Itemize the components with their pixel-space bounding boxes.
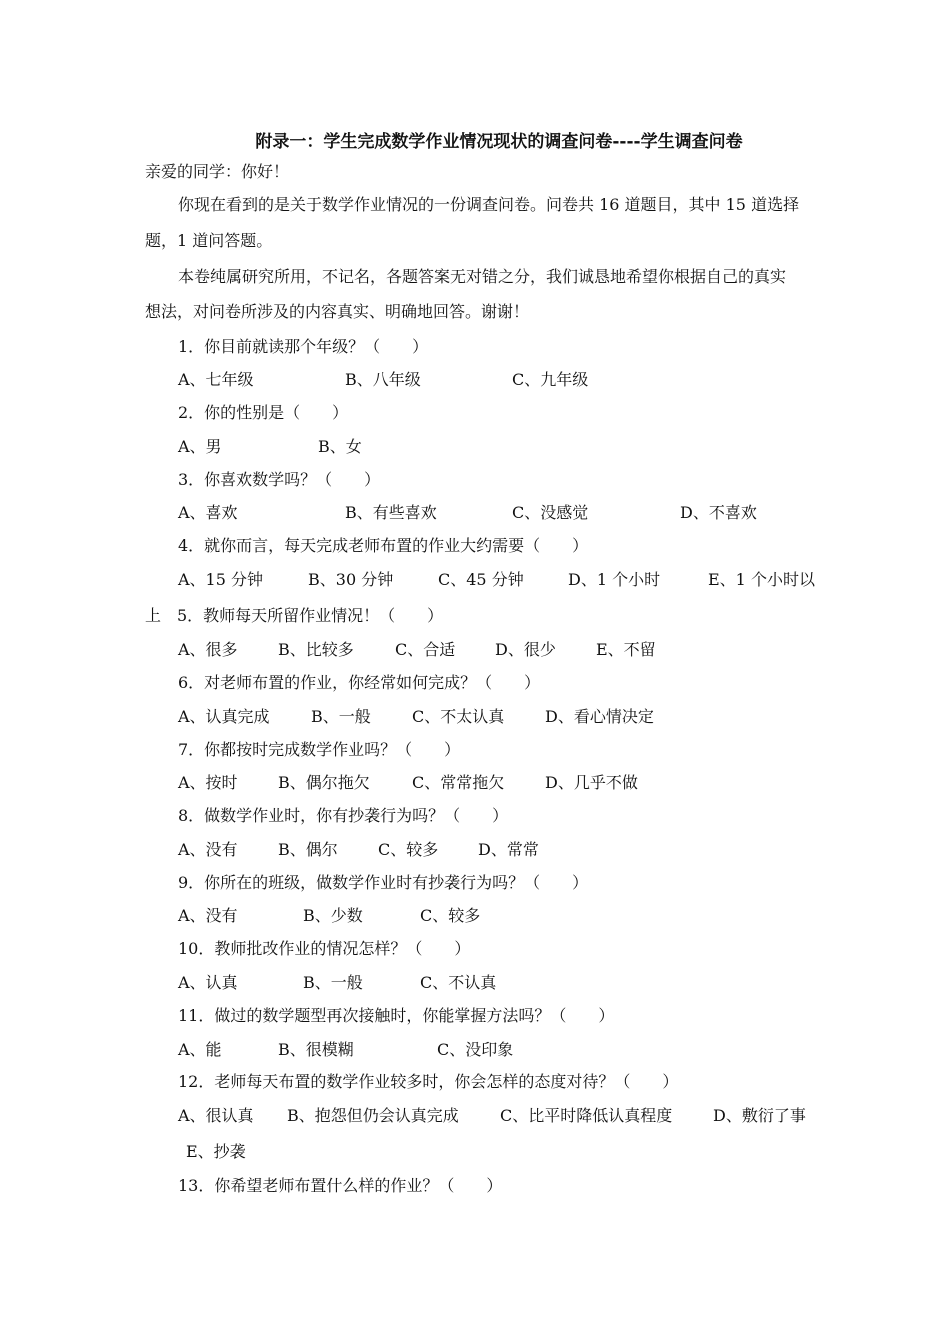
q8-option-b: B、偶尔	[278, 840, 338, 859]
q2-option-b: B、女	[318, 437, 362, 456]
question-8: 8．做数学作业时，你有抄袭行为吗？（ ）	[178, 806, 509, 825]
question-12: 12．老师每天布置的数学作业较多时，你会怎样的态度对待？（ ）	[178, 1072, 679, 1091]
q1-option-a: A、七年级	[178, 370, 254, 389]
q1-option-b: B、八年级	[345, 370, 421, 389]
document-title: 附录一：学生完成数学作业情况现状的调查问卷----学生调查问卷	[255, 132, 743, 152]
q11-option-b: B、很模糊	[278, 1040, 354, 1059]
q12-option-a: A、很认真	[178, 1106, 254, 1125]
question-5: 上 5．教师每天所留作业情况！（ ）	[145, 606, 444, 625]
q7-option-a: A、按时	[178, 773, 238, 792]
q6-option-b: B、一般	[311, 707, 371, 726]
intro-paragraph-1-line-2: 题，1 道问答题。	[145, 231, 273, 250]
q4-option-c: C、45 分钟	[438, 570, 524, 589]
q12-option-e: E、抄袭	[186, 1142, 246, 1161]
question-13: 13．你希望老师布置什么样的作业？（ ）	[178, 1176, 503, 1195]
q3-option-c: C、没感觉	[512, 503, 589, 522]
intro-paragraph-2-line-1: 本卷纯属研究所用，不记名，各题答案无对错之分，我们诚恳地希望你根据自己的真实	[178, 267, 787, 286]
question-7: 7．你都按时完成数学作业吗？（ ）	[178, 740, 461, 759]
q4-option-e: E、1 个小时以	[708, 570, 815, 589]
q8-option-d: D、常常	[478, 840, 539, 859]
q2-option-a: A、男	[178, 437, 222, 456]
question-4: 4．就你而言，每天完成老师布置的作业大约需要（ ）	[178, 536, 589, 555]
question-6: 6．对老师布置的作业，你经常如何完成？（ ）	[178, 673, 541, 692]
q6-option-c: C、不太认真	[412, 707, 505, 726]
q3-option-b: B、有些喜欢	[345, 503, 437, 522]
q4-option-d: D、1 个小时	[568, 570, 661, 589]
q5-option-a: A、很多	[178, 640, 238, 659]
q9-option-c: C、较多	[420, 906, 481, 925]
q1-option-c: C、九年级	[512, 370, 589, 389]
greeting: 亲爱的同学：你好！	[145, 162, 290, 181]
q7-option-d: D、几乎不做	[545, 773, 638, 792]
q10-option-c: C、不认真	[420, 973, 497, 992]
q9-option-a: A、没有	[178, 906, 238, 925]
q10-option-b: B、一般	[303, 973, 363, 992]
question-10: 10．教师批改作业的情况怎样？（ ）	[178, 939, 471, 958]
q5-option-d: D、很少	[495, 640, 556, 659]
q8-option-c: C、较多	[378, 840, 439, 859]
q7-option-b: B、偶尔拖欠	[278, 773, 370, 792]
question-1: 1．你目前就读那个年级？（ ）	[178, 337, 429, 356]
q9-option-b: B、少数	[303, 906, 363, 925]
intro-paragraph-2-line-2: 想法，对问卷所涉及的内容真实、明确地回答。谢谢！	[145, 302, 530, 321]
q11-option-c: C、没印象	[437, 1040, 514, 1059]
q12-option-c: C、比平时降低认真程度	[500, 1106, 673, 1125]
q8-option-a: A、没有	[178, 840, 238, 859]
q5-option-b: B、比较多	[278, 640, 354, 659]
intro-paragraph-1-line-1: 你现在看到的是关于数学作业情况的一份调查问卷。问卷共 16 道题目，其中 15 道选择	[178, 195, 800, 214]
q12-option-d: D、敷衍了事	[713, 1106, 806, 1125]
question-3: 3．你喜欢数学吗？（ ）	[178, 470, 381, 489]
q10-option-a: A、认真	[178, 973, 238, 992]
q12-option-b: B、抱怨但仍会认真完成	[287, 1106, 459, 1125]
q7-option-c: C、常常拖欠	[412, 773, 505, 792]
q6-option-d: D、看心情决定	[545, 707, 654, 726]
q11-option-a: A、能	[178, 1040, 222, 1059]
question-2: 2．你的性别是（ ）	[178, 403, 349, 422]
q6-option-a: A、认真完成	[178, 707, 270, 726]
q5-option-e: E、不留	[596, 640, 656, 659]
question-11: 11．做过的数学题型再次接触时，你能掌握方法吗？（ ）	[178, 1006, 615, 1025]
q5-option-c: C、合适	[395, 640, 456, 659]
question-9: 9．你所在的班级，做数学作业时有抄袭行为吗？（ ）	[178, 873, 589, 892]
q4-option-b: B、30 分钟	[308, 570, 394, 589]
q3-option-d: D、不喜欢	[680, 503, 757, 522]
q3-option-a: A、喜欢	[178, 503, 238, 522]
q4-option-a: A、15 分钟	[178, 570, 264, 589]
